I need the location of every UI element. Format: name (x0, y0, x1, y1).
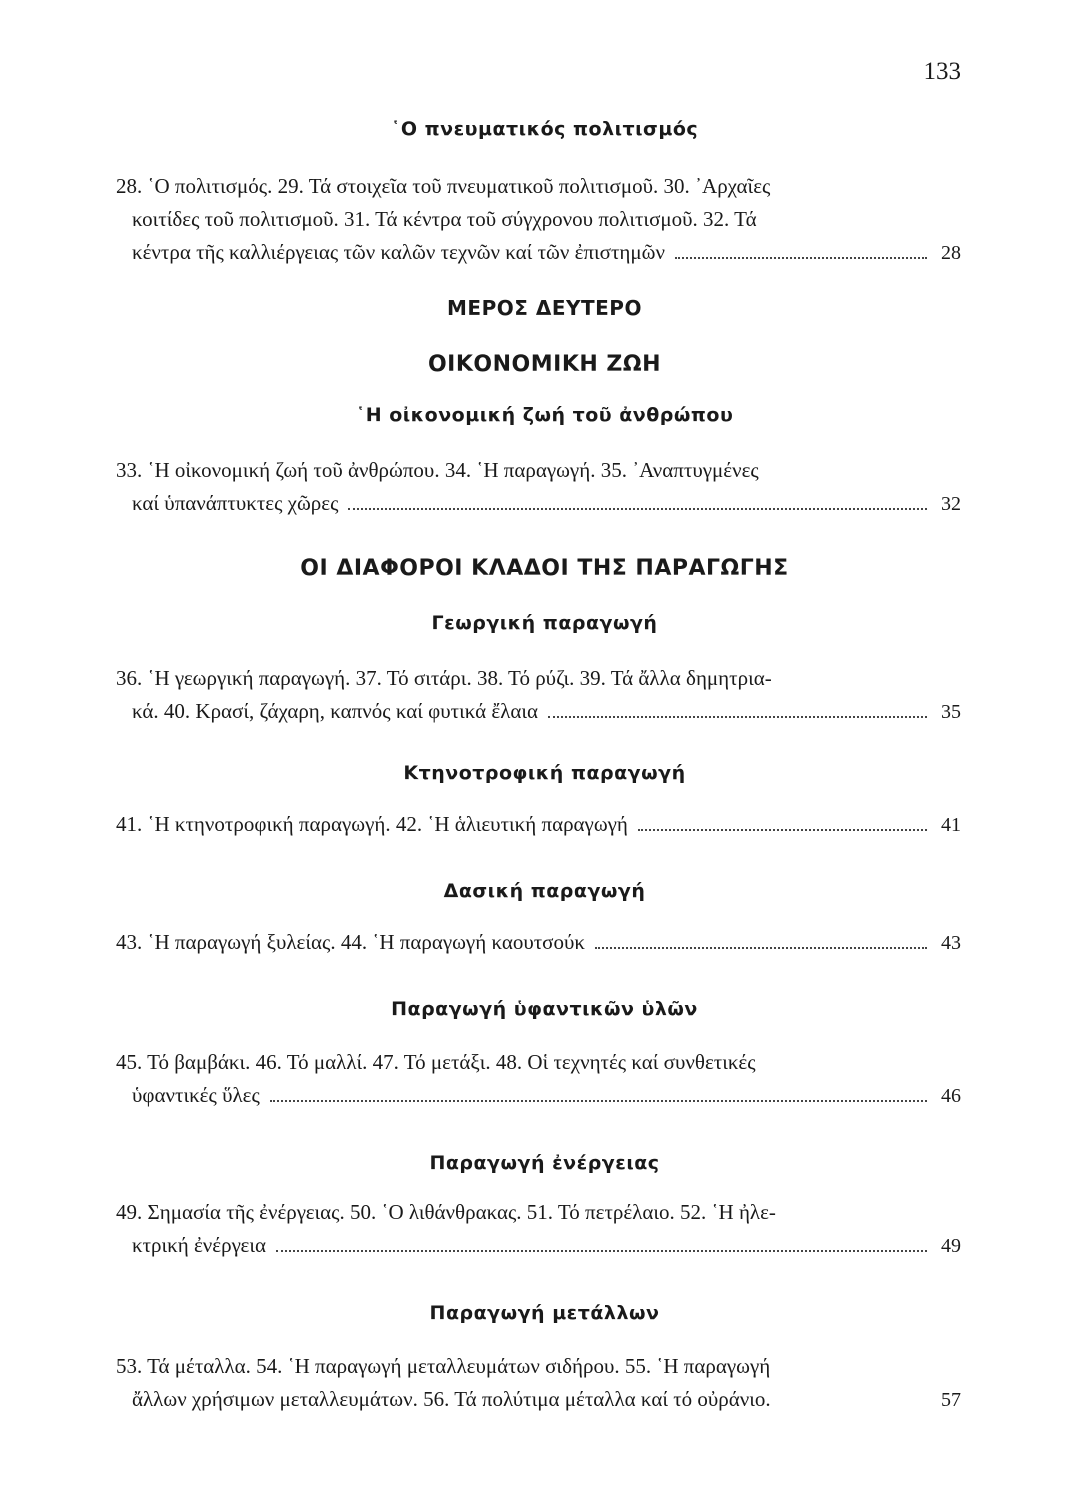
entry-page-number: 41 (941, 814, 961, 836)
dot-leader (270, 1100, 927, 1102)
section-heading-forest-production: Δασική παραγωγή (443, 880, 646, 902)
entry-text: ἄλλων χρήσιμων μεταλλευμάτων. 56. Τά πολύτιμα μέταλλα καί τό οὐράνιο. (132, 1387, 771, 1411)
toc-entry-49-52 (116, 1196, 961, 1263)
dot-leader (548, 716, 927, 718)
dot-leader (595, 947, 927, 949)
entry-text: κέντρα τῆς καλλιέργειας τῶν καλῶν τεχνῶν καί τῶν ἐπιστημῶν (132, 240, 665, 264)
section-heading-livestock-production: Κτηνοτροφική παραγωγή (403, 762, 686, 784)
toc-entry-36-40 (116, 662, 961, 729)
entry-page-number: 57 (941, 1389, 961, 1411)
section-heading-textile-materials: Παραγωγή ὑφαντικῶν ὑλῶν (391, 998, 698, 1020)
dot-leader (675, 257, 927, 259)
entry-text: κτρική ἐνέργεια (132, 1233, 266, 1257)
entry-text: 43. ῾Η παραγωγή ξυλείας. 44. ῾Η παραγωγή καουτσούκ (116, 930, 585, 954)
entry-line-last (116, 695, 961, 729)
entry-line-last (116, 926, 961, 960)
entry-line: 49. Σημασία τῆς ἐνέργειας. 50. ῾Ο λιθάνθρακας. 51. Τό πετρέλαιο. 52. ῾Η ἠλε- (116, 1200, 776, 1224)
entry-line-last (116, 487, 961, 521)
entry-line-last (116, 808, 961, 842)
section-heading-energy-production: Παραγωγή ἐνέργειας (429, 1152, 660, 1174)
entry-line: 53. Τά μέταλλα. 54. ῾Η παραγωγή μεταλλευμάτων σιδήρου. 55. ῾Η παραγωγή (116, 1354, 771, 1378)
page-number: 133 (923, 58, 961, 85)
toc-entry-53-56 (116, 1350, 961, 1417)
toc-entry-43-44 (116, 926, 961, 960)
toc-entry-28-32 (116, 170, 961, 270)
chapter-heading-economic-life: ΟΙΚΟΝΟΜΙΚΗ ΖΩΗ (427, 352, 661, 377)
entry-page-number: 35 (941, 701, 961, 723)
toc-entry-41-42 (116, 808, 961, 842)
entry-text: καί ὑπανάπτυκτες χῶρες (132, 491, 339, 515)
entry-line-last (116, 1079, 961, 1113)
toc-entry-45-48 (116, 1046, 961, 1113)
entry-line: 28. ῾Ο πολιτισμός. 29. Τά στοιχεῖα τοῦ πνευματικοῦ πολιτισμοῦ. 30. ᾿Αρχαῖες (116, 174, 771, 198)
entry-line: 33. ῾Η οἰκονομική ζωή τοῦ ἀνθρώπου. 34. ῾Η παραγωγή. 35. ᾿Αναπτυγμένες (116, 458, 759, 482)
entry-page-number: 28 (941, 242, 961, 264)
entry-line: κοιτίδες τοῦ πολιτισμοῦ. 31. Τά κέντρα τοῦ σύγχρονου πολιτισμοῦ. 32. Τά (132, 207, 757, 231)
entry-line-last (116, 1229, 961, 1263)
entry-page-number: 49 (941, 1235, 961, 1257)
entry-page-number: 43 (941, 932, 961, 954)
dot-leader (638, 829, 927, 831)
entry-page-number: 32 (941, 493, 961, 515)
entry-line: 45. Τό βαμβάκι. 46. Τό μαλλί. 47. Τό μετάξι. 48. Οἱ τεχνητές καί συνθετικές (116, 1050, 756, 1074)
dot-leader (348, 508, 927, 510)
section-heading-spiritual-civilization: ῾Ο πνευματικός πολιτισμός (390, 118, 699, 140)
dot-leader (276, 1250, 927, 1252)
section-heading-economic-life-of-man: ῾Η οἰκονομική ζωή τοῦ ἀνθρώπου (355, 404, 734, 426)
entry-line-last (116, 1383, 961, 1417)
section-heading-agricultural-production: Γεωργική παραγωγή (431, 612, 658, 634)
entry-text: ὑφαντικές ὕλες (132, 1083, 260, 1107)
chapter-heading-branches-of-production: ΟΙ ΔΙΑΦΟΡΟΙ ΚΛΑΔΟΙ ΤΗΣ ΠΑΡΑΓΩΓΗΣ (300, 556, 789, 581)
toc-entry-33-35 (116, 454, 961, 521)
entry-line-last (116, 236, 961, 270)
part-heading: ΜΕΡΟΣ ΔΕΥΤΕΡΟ (447, 296, 642, 320)
section-heading-metal-production: Παραγωγή μετάλλων (429, 1302, 660, 1324)
entry-page-number: 46 (941, 1085, 961, 1107)
entry-line: 36. ῾Η γεωργική παραγωγή. 37. Τό σιτάρι. 38. Τό ρύζι. 39. Τά ἄλλα δημητρια- (116, 666, 772, 690)
entry-text: 41. ῾Η κτηνοτροφική παραγωγή. 42. ῾Η ἁλιευτική παραγωγή (116, 812, 628, 836)
entry-text: κά. 40. Κρασί, ζάχαρη, καπνός καί φυτικά ἔλαια (132, 699, 539, 723)
